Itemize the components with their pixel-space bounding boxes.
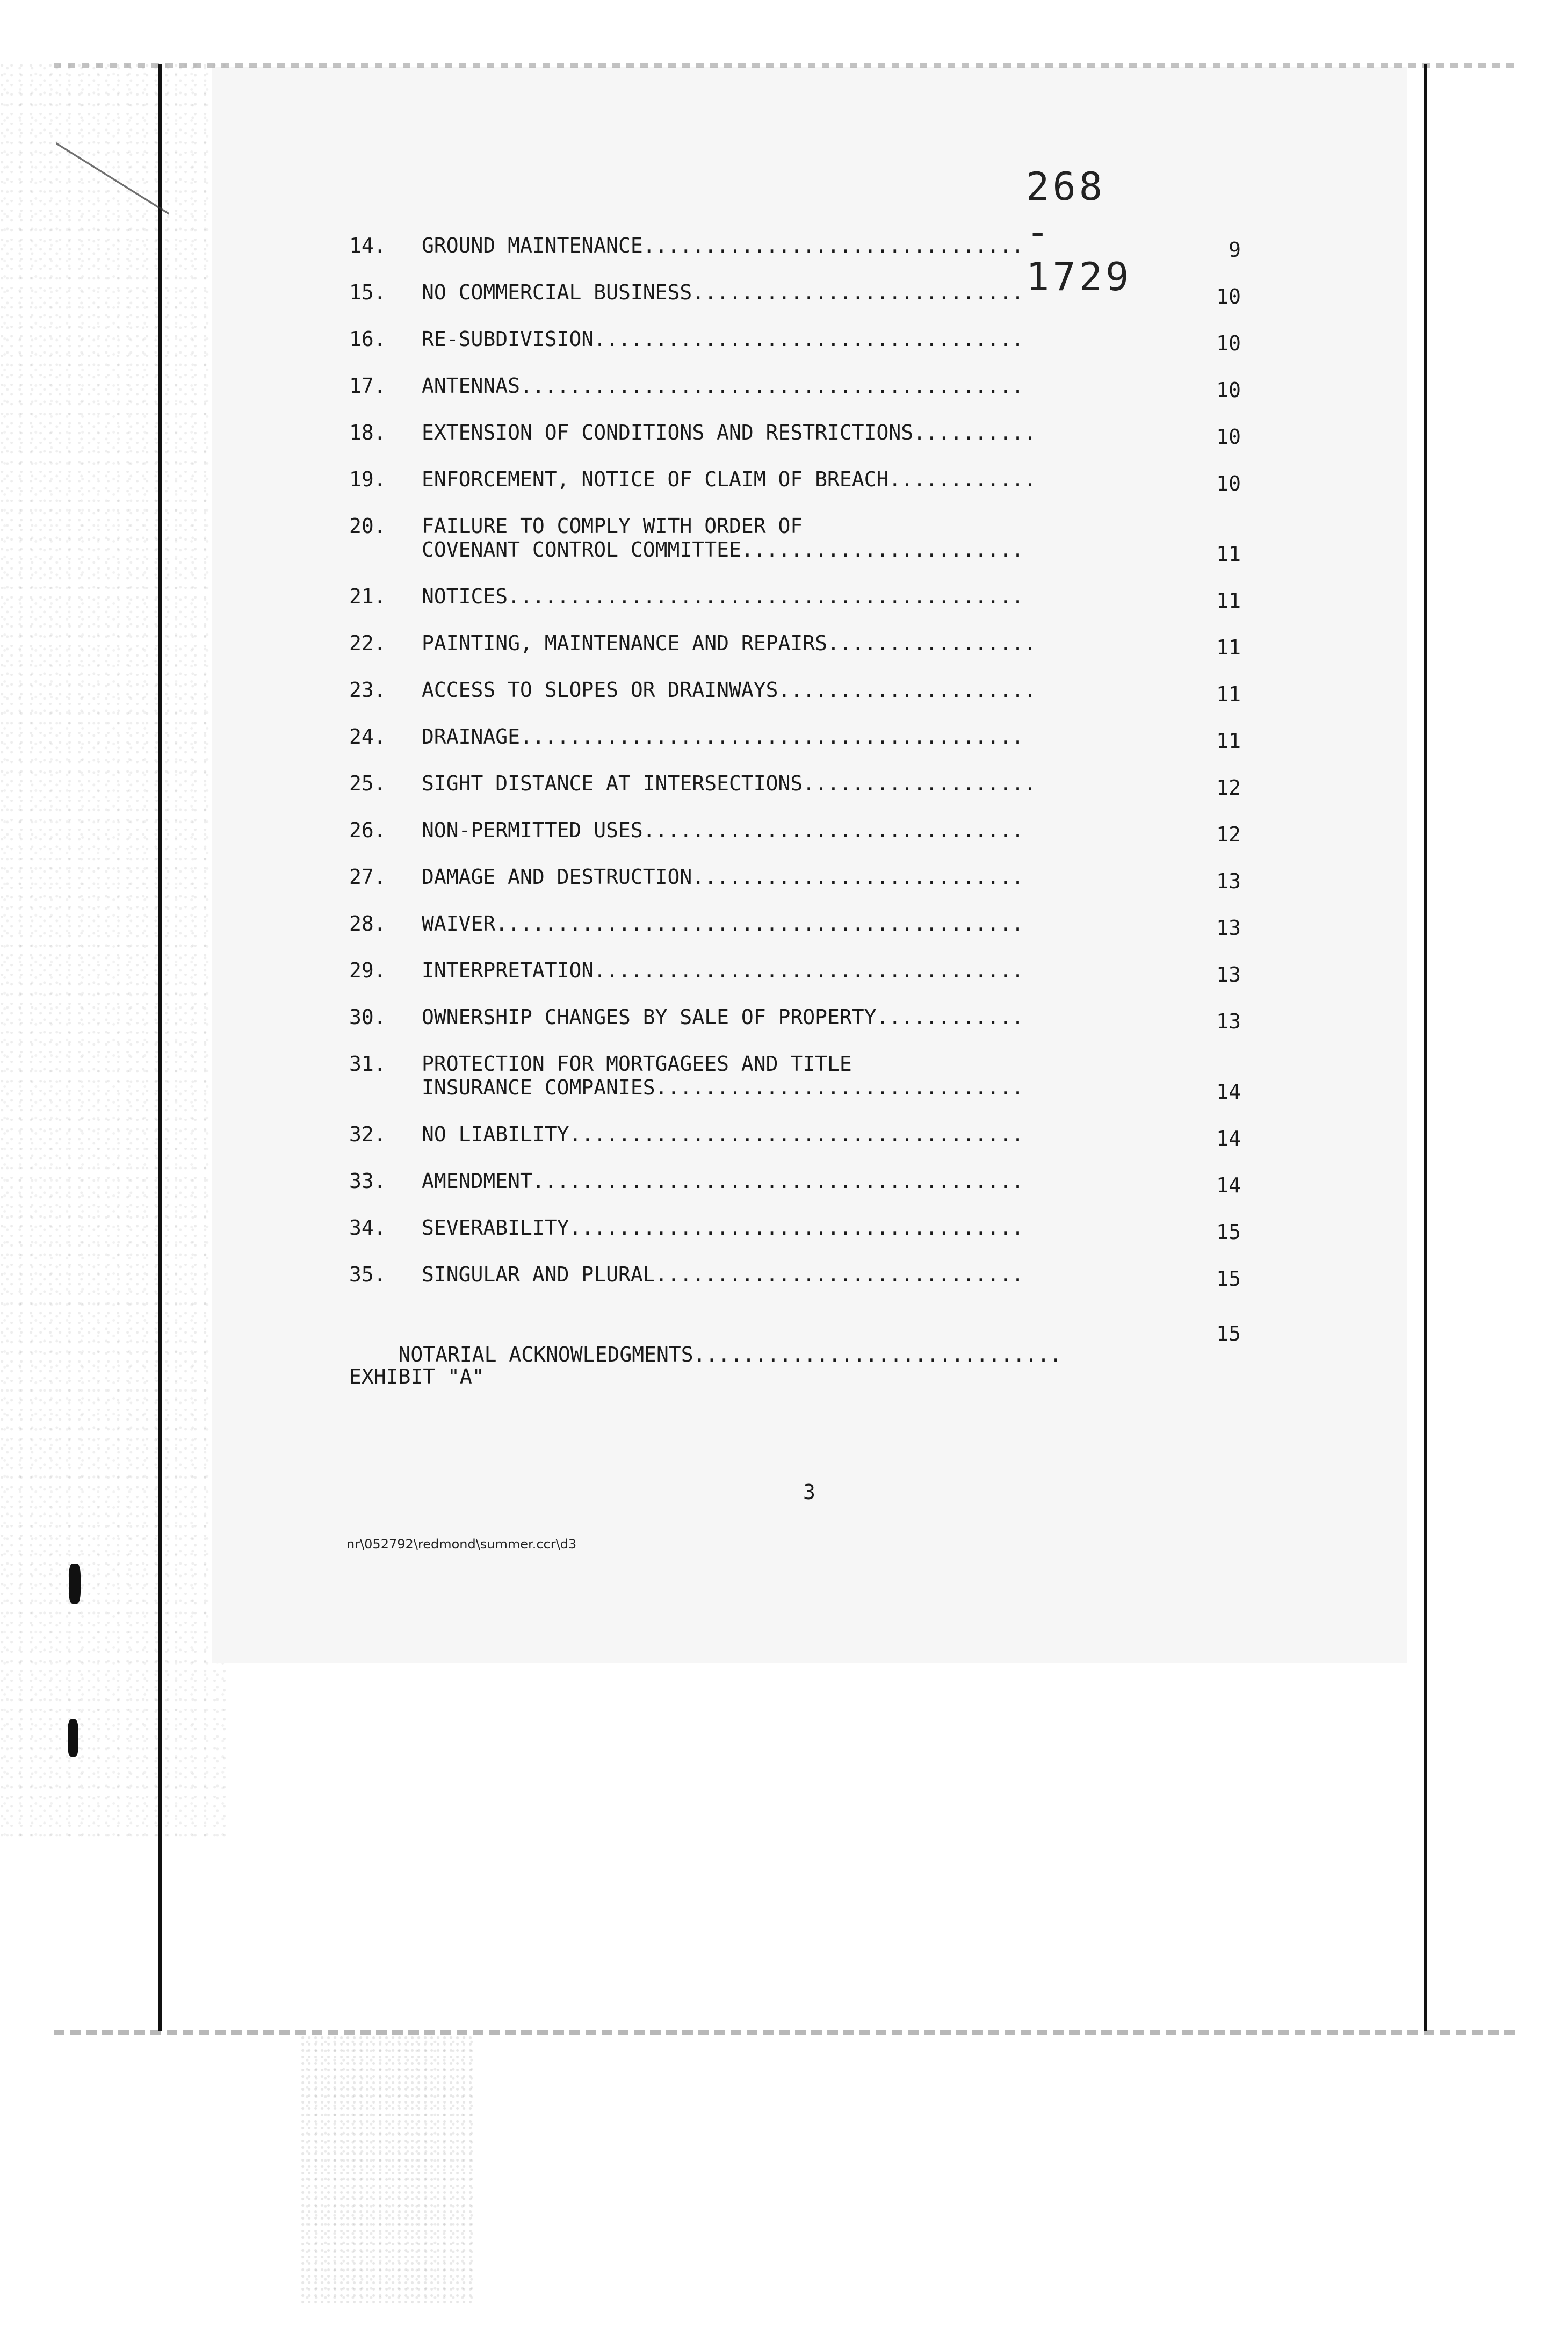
toc-page-number: 13 <box>1216 916 1241 940</box>
file-path: nr\052792\redmond\summer.ccr\d3 <box>346 1537 577 1552</box>
toc-page-number: 10 <box>1216 425 1241 449</box>
toc-number: 31. <box>349 1052 386 1076</box>
toc-page-number: 10 <box>1216 378 1241 402</box>
toc-number: 27. <box>349 865 386 889</box>
toc-number: 26. <box>349 818 386 842</box>
toc-title: NON-PERMITTED USES............................... <box>422 818 1024 842</box>
toc-number: 34. <box>349 1216 386 1240</box>
toc-title: WAIVER........................................... <box>422 912 1024 935</box>
toc-number: 33. <box>349 1169 386 1193</box>
toc-page-number: 11 <box>1216 682 1241 706</box>
toc-page-number: 14 <box>1216 1080 1241 1104</box>
toc-title: DAMAGE AND DESTRUCTION........................... <box>422 865 1024 889</box>
toc-title: DRAINAGE......................................... <box>422 725 1024 748</box>
toc-number: 14. <box>349 234 386 257</box>
toc-page-number: 12 <box>1216 776 1241 800</box>
toc-title: PROTECTION FOR MORTGAGEES AND TITLE <box>422 1052 852 1076</box>
toc-page-number: 13 <box>1216 963 1241 986</box>
toc-number: 16. <box>349 327 386 351</box>
toc-page-number: 10 <box>1216 472 1241 495</box>
toc-page-number: 11 <box>1216 636 1241 659</box>
toc-title: ENFORCEMENT, NOTICE OF CLAIM OF BREACH............ <box>422 467 1036 491</box>
toc-page-number: 10 <box>1216 332 1241 355</box>
bottom-scan-edge <box>54 2030 1520 2035</box>
ink-smudge <box>69 1564 81 1604</box>
toc-title: INTERPRETATION................................... <box>422 959 1024 982</box>
toc-number: 15. <box>349 280 386 304</box>
top-scan-edge <box>54 63 1515 68</box>
toc-title: EXTENSION OF CONDITIONS AND RESTRICTIONS.......... <box>422 421 1036 444</box>
toc-page-number: 14 <box>1216 1173 1241 1197</box>
toc-title: NO COMMERCIAL BUSINESS........................... <box>422 280 1024 304</box>
recording-stamp: 268 - 1729 <box>1026 164 1132 299</box>
toc-page-number: 11 <box>1216 542 1241 566</box>
ink-smudge <box>68 1719 78 1757</box>
toc-page-number: 15 <box>1216 1267 1241 1291</box>
toc-page-number: 13 <box>1216 1010 1241 1033</box>
toc-title: GROUND MAINTENANCE............................... <box>422 234 1024 257</box>
toc-page-number: 11 <box>1216 589 1241 613</box>
scan-stub-bottom <box>301 2036 473 2305</box>
toc-number: 35. <box>349 1263 386 1286</box>
toc-number: 32. <box>349 1122 386 1146</box>
toc-page-number: 15 <box>1216 1220 1241 1244</box>
toc-title: NO LIABILITY..................................... <box>422 1122 1024 1146</box>
toc-title: RE-SUBDIVISION................................... <box>422 327 1024 351</box>
scan-speckle-left <box>0 64 226 1838</box>
toc-title: AMENDMENT........................................ <box>422 1169 1024 1193</box>
toc-page-number: 10 <box>1216 285 1241 308</box>
toc-title: SINGULAR AND PLURAL.............................. <box>422 1263 1024 1286</box>
toc-title: PAINTING, MAINTENANCE AND REPAIRS................. <box>422 631 1036 655</box>
toc-page-number: 14 <box>1216 1127 1241 1150</box>
toc-number: 17. <box>349 374 386 398</box>
toc-title: ANTENNAS......................................... <box>422 374 1024 398</box>
toc-number: 29. <box>349 959 386 982</box>
toc-number: 19. <box>349 467 386 491</box>
toc-number: 21. <box>349 585 386 608</box>
left-margin-rule <box>158 64 162 2031</box>
toc-number: 20. <box>349 514 386 538</box>
toc-page-number: 11 <box>1216 729 1241 753</box>
toc-number: 28. <box>349 912 386 935</box>
toc-page-number: 13 <box>1216 869 1241 893</box>
toc-number: 23. <box>349 678 386 702</box>
toc-title: INSURANCE COMPANIES.............................. <box>422 1076 1024 1099</box>
notarial-title: NOTARIAL ACKNOWLEDGMENTS.............................. <box>398 1343 1062 1366</box>
toc-page-number: 12 <box>1216 823 1241 846</box>
toc-page-number: 9 <box>1229 238 1241 262</box>
toc-title: SEVERABILITY..................................... <box>422 1216 1024 1240</box>
toc-number: 22. <box>349 631 386 655</box>
toc-title: FAILURE TO COMPLY WITH ORDER OF <box>422 514 803 538</box>
toc-title: ACCESS TO SLOPES OR DRAINWAYS..................... <box>422 678 1036 702</box>
toc-number: 30. <box>349 1005 386 1029</box>
exhibit-entry: EXHIBIT "A" <box>349 1365 485 1388</box>
toc-number: 25. <box>349 772 386 795</box>
notarial-page: 15 <box>1216 1322 1241 1345</box>
page-number: 3 <box>803 1480 815 1504</box>
toc-title: OWNERSHIP CHANGES BY SALE OF PROPERTY............ <box>422 1005 1024 1029</box>
toc-number: 18. <box>349 421 386 444</box>
toc-title: SIGHT DISTANCE AT INTERSECTIONS................... <box>422 772 1036 795</box>
toc-number: 24. <box>349 725 386 748</box>
right-margin-rule <box>1424 64 1427 2031</box>
toc-title: NOTICES.......................................... <box>422 585 1024 608</box>
toc-title: COVENANT CONTROL COMMITTEE....................... <box>422 538 1024 561</box>
